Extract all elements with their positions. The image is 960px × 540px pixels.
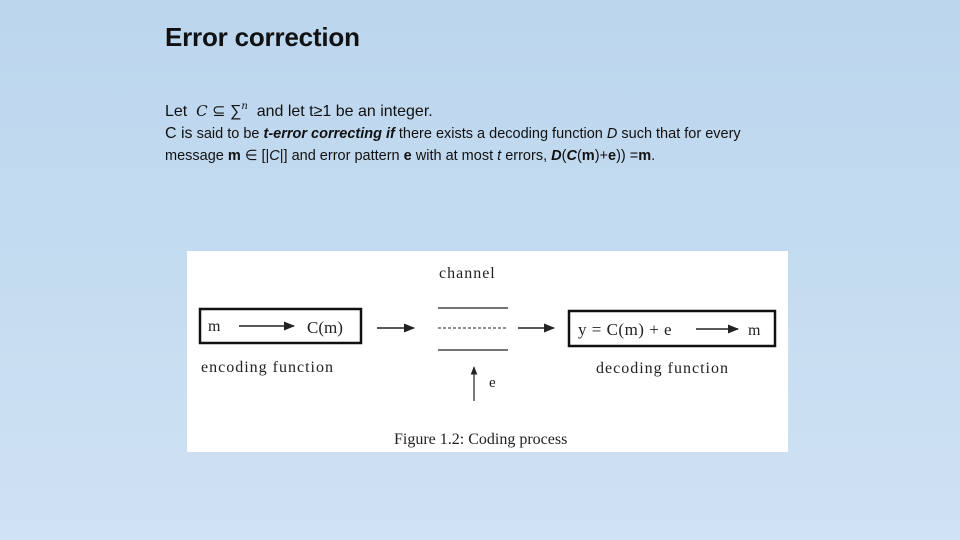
exponent-n: n (241, 101, 248, 112)
error-label-e: e (489, 375, 496, 391)
decoding-function-label: decoding function (596, 360, 729, 377)
element-of: ∈ [| (244, 148, 270, 164)
if-word: if (386, 126, 395, 142)
errors-word: errors, (505, 148, 548, 164)
subset-symbol: ⊆ (212, 103, 226, 120)
e-bold: e (403, 148, 412, 164)
let-word: Let (165, 103, 188, 120)
t-italic: t (497, 148, 502, 164)
e-formula: e (608, 148, 617, 164)
decoding-output-m: m (748, 322, 761, 339)
line1-rest: and let t≥1 be an integer. (256, 103, 433, 120)
slide-title: Error correction (165, 22, 360, 52)
channel-label: channel (439, 265, 496, 282)
decoding-input: y = C(m) + e (578, 320, 673, 339)
such-that: such that for every (621, 126, 741, 142)
encoding-function-label: encoding function (201, 359, 334, 376)
c-is: C is (165, 125, 193, 142)
t-error-correcting: t-error correcting (263, 126, 382, 142)
coding-diagram (187, 251, 788, 452)
definition-line-3 (165, 145, 845, 167)
definition-text (165, 96, 845, 167)
m-bold: m (227, 148, 241, 164)
decoder-D: D (606, 126, 618, 142)
m-formula: m (581, 148, 595, 164)
coding-process-figure (187, 251, 788, 452)
there-exists: there exists a decoding function (398, 126, 603, 142)
said-to-be: said to be (196, 126, 260, 142)
close-formula: )) = (616, 148, 639, 164)
encoding-input-m: m (208, 318, 221, 335)
definition-line-2 (165, 123, 845, 145)
paren-1: ( (561, 148, 567, 164)
paren-2: ( (576, 148, 582, 164)
code-C: C (269, 148, 280, 164)
encoding-output-cm: C(m) (307, 318, 343, 337)
C-formula: C (566, 148, 577, 164)
sigma-symbol: ∑ (229, 103, 242, 120)
definition-line-1 (165, 96, 845, 123)
error-pattern-text: |] and error pattern (279, 148, 400, 164)
figure-caption: Figure 1.2: Coding process (394, 431, 568, 448)
with-at-most: with at most (415, 148, 494, 164)
message-word: message (165, 148, 224, 164)
m-result: m (638, 148, 652, 164)
period: . (651, 148, 656, 164)
plus-formula: )+ (594, 148, 608, 164)
set-symbol: C (196, 102, 208, 120)
D-formula: D (551, 148, 562, 164)
